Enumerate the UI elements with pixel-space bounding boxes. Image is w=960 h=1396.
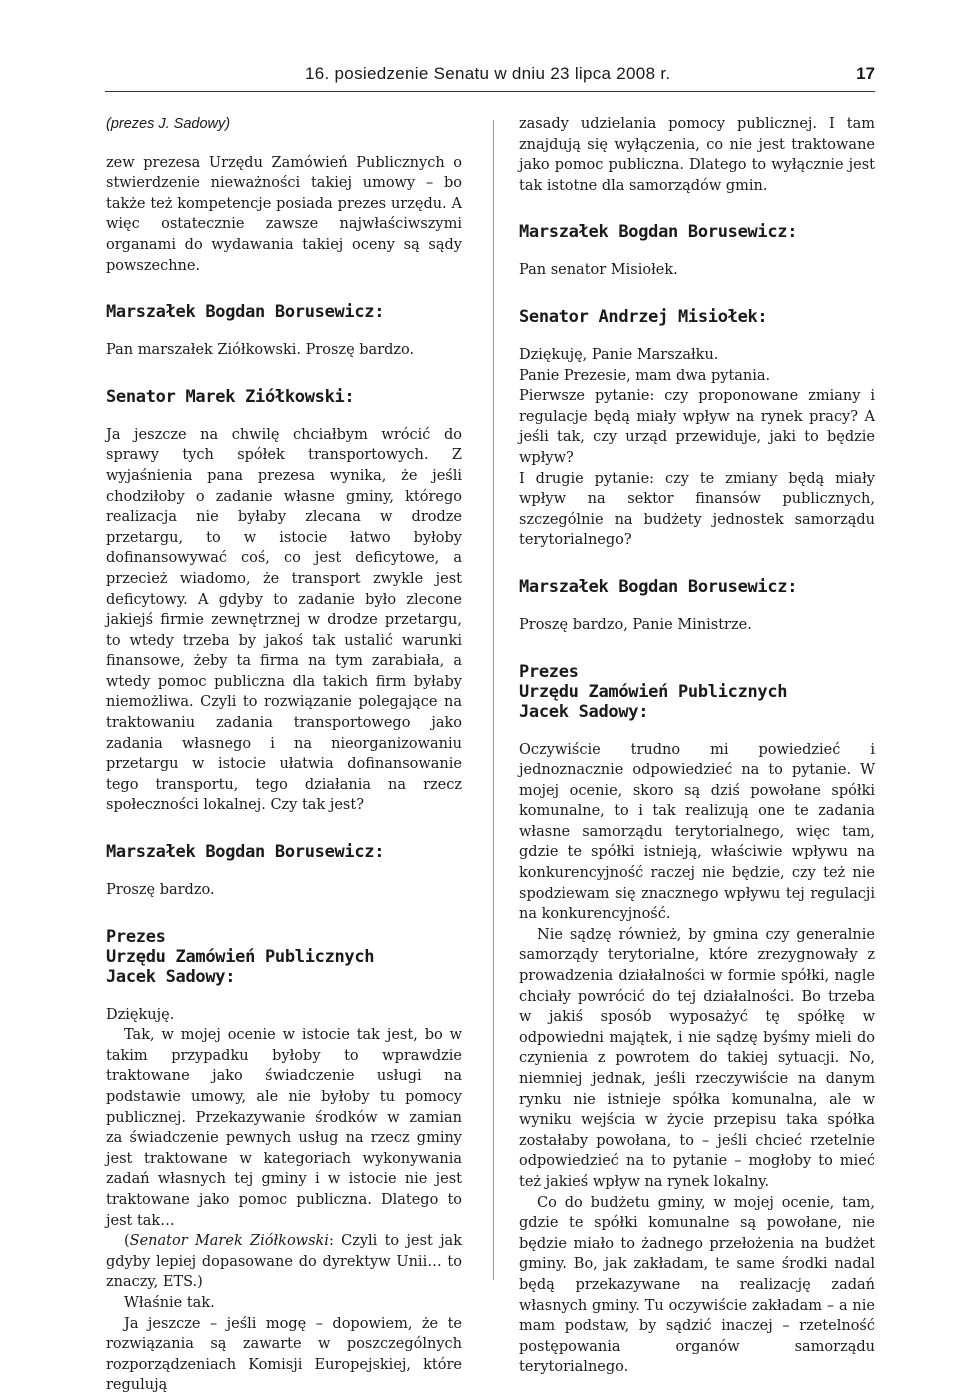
page-number: 17 [856, 64, 875, 83]
speaker-heading: Senator Marek Ziółkowski: [106, 386, 355, 407]
paragraph: Właśnie tak. [124, 1294, 215, 1311]
interjection [106, 1231, 462, 1293]
paragraph: Co do budżetu gminy, w mojej ocenie, tam, gdzie te spółki komunalne są powołane, nie będzie miało to żadnego przełożenia na budżet gminy. Bo, jak zakładam, te same środki nadal będą przekazywane na realizację zadań własnych gminy. Tu oczywiście zakładam – a nie mam podstaw, by sądzić inaczej – rzetelność postępowania organów samorządu terytorialnego. [519, 1194, 875, 1376]
speaker-office: Urzędu Zamówień Publicznych [519, 681, 788, 702]
speaker-heading: Marszałek Bogdan Borusewicz: [519, 222, 798, 243]
speaker-title: Prezes [519, 661, 579, 682]
speaker-heading [106, 927, 462, 987]
paragraph: Oczywiście trudno mi powiedzieć i jednoznacznie odpowiedzieć na to pytanie. W mojej ocenie, skoro są dziś powołane spółki komunalne, to i tak realizują one te zadania własne samorządu terytorialnego, więc tam, gdzie te spółki istnieją, właściwie wpływu na konkurencyjność raczej nie będzie, czy też nie spodziewam się znacznego wpływu tej regulacji na konkurencyjność. [519, 741, 875, 923]
paragraph: Panie Prezesie, mam dwa pytania. [519, 367, 771, 384]
paragraph: Proszę bardzo, Panie Ministrze. [519, 616, 752, 633]
page-header [105, 64, 875, 92]
paragraph: zew prezesa Urzędu Zamówień Publicznych o stwierdzenie nieważności takiej umowy – bo także też kompetencje posiada prezes urzędu. A więc ostatecznie zawsze najwłaściwszymi organami do wydawania takiej oceny są sądy powszechne. [106, 154, 462, 274]
speaker-heading: Marszałek Bogdan Borusewicz: [519, 576, 798, 597]
continuation-note: (prezes J. Sadowy) [106, 116, 231, 132]
paragraph: Tak, w mojej ocenie w istocie tak jest, bo w takim przypadku byłoby to wprawdzie traktowane jako świadczenie usługi na podstawie umowy, ale nie byłoby tu pomocy publicznej. Przekazywanie środków w zamian za świadczenie pewnych usług na rzecz gminy jest traktowane w kategoriach wykonywania zadań własnych tej gminy i w istocie nie jest traktowane jako pomoc publiczna. Dlatego to jest tak… [106, 1027, 462, 1229]
paragraph: Proszę bardzo. [106, 882, 215, 899]
paragraph: I drugie pytanie: czy te zmiany będą miały wpływ na sektor finansów publicznych, szczególnie na budżety jednostek samorządu terytorialnego? [519, 470, 875, 549]
interjection-text: : Czyli to jest jak gdyby lepiej dopasowane do dyrektyw Unii… to znaczy, ETS.) [106, 1233, 462, 1291]
paragraph: Ja jeszcze na chwilę chciałbym wrócić do sprawy tych spółek transportowych. Z wyjaśnienia pana prezesa wynika, że jeśli chodziłoby o zadanie własne gminy, którego realizacja nie byłaby zlecana w drodze przetargu, to w istocie łatwo byłoby dofinansowywać coś, co jest deficytowe, a przecież wiadomo, że transport zwykle jest deficytowy. A gdyby to zadanie było zlecone jakiejś firmie zewnętrznej w drodze przetargu, to wtedy trzeba by jakoś tak ustalić warunki finansowe, żeby ta firma na tym zarabiała, a wtedy pomoc publiczna dla takich firm byłaby niemożliwa. Czyli to rozwiązanie polegające na traktowaniu zadania transportowego jako zadania własnego i na nieorganizowaniu przetargu w istocie ułatwia dofinansowanie tego transportu, tego działania na rzecz społeczności lokalnej. Czy tak jest? [106, 426, 462, 814]
paragraph: zasady udzielania pomocy publicznej. I tam znajdują się wyłączenia, co nie jest traktowane jako pomoc publiczna. Dlatego to wyłącznie jest tak istotne dla samorządów gmin. [519, 116, 875, 194]
paragraph: Pan senator Misiołek. [519, 262, 678, 279]
column-divider [493, 120, 494, 1280]
paragraph: Nie sądzę również, by gmina czy generalnie samorządy terytorialne, które zrezygnowały z prowadzenia działalności w formie spółki, nagle chciały powrócić do tej działalności. Bo trzeba w jakiś sposób wyposażyć tę spółkę w odpowiedni majątek, i nie sądzę byśmy mieli do czynienia z powrotem do takiej sytuacji. No, niemniej jednak, jeśli rzeczywiście na danym rynku nie istnieje spółka komunalna, ale w wyniku wejścia w życie przepisu taka spółka zostałaby powołana, to – jeśli chcieć rzetelnie odpowiedzieć na to pytanie – mogłoby to mieć też jakieś wpływ na rynek lokalny. [519, 926, 875, 1190]
paragraph: Ja jeszcze – jeśli mogę – dopowiem, że te rozwiązania są zawarte w poszczególnych rozporządzeniach Komisji Europejskiej, które regulują [106, 1315, 462, 1394]
left-column [106, 114, 462, 1396]
speaker-heading: Marszałek Bogdan Borusewicz: [106, 842, 385, 863]
right-column [519, 114, 875, 1378]
paragraph: Dziękuję, Panie Marszałku. [519, 346, 719, 363]
speaker-title: Prezes [106, 926, 166, 947]
paragraph: Pan marszałek Ziółkowski. Proszę bardzo. [106, 342, 415, 359]
header-title: 16. posiedzenie Senatu w dniu 23 lipca 2008 r. [305, 64, 671, 83]
speaker-office: Urzędu Zamówień Publicznych [106, 946, 375, 967]
speaker-heading: Senator Andrzej Misiołek: [519, 306, 768, 327]
paragraph: Pierwsze pytanie: czy proponowane zmiany i regulacje będą miały wpływ na rynek pracy? A jeśli tak, czy urząd przewiduje, jaki to będzie wpływ? [519, 388, 875, 466]
interjection-open: ( [124, 1233, 130, 1250]
speaker-heading [519, 662, 875, 722]
speaker-heading: Marszałek Bogdan Borusewicz: [106, 302, 385, 323]
speaker-name: Jacek Sadowy: [106, 966, 236, 987]
speaker-name: Jacek Sadowy: [519, 701, 649, 722]
paragraph: Dziękuję. [106, 1006, 175, 1023]
interjection-speaker: Senator Marek Ziółkowski [129, 1233, 329, 1250]
header-rule [105, 91, 875, 92]
